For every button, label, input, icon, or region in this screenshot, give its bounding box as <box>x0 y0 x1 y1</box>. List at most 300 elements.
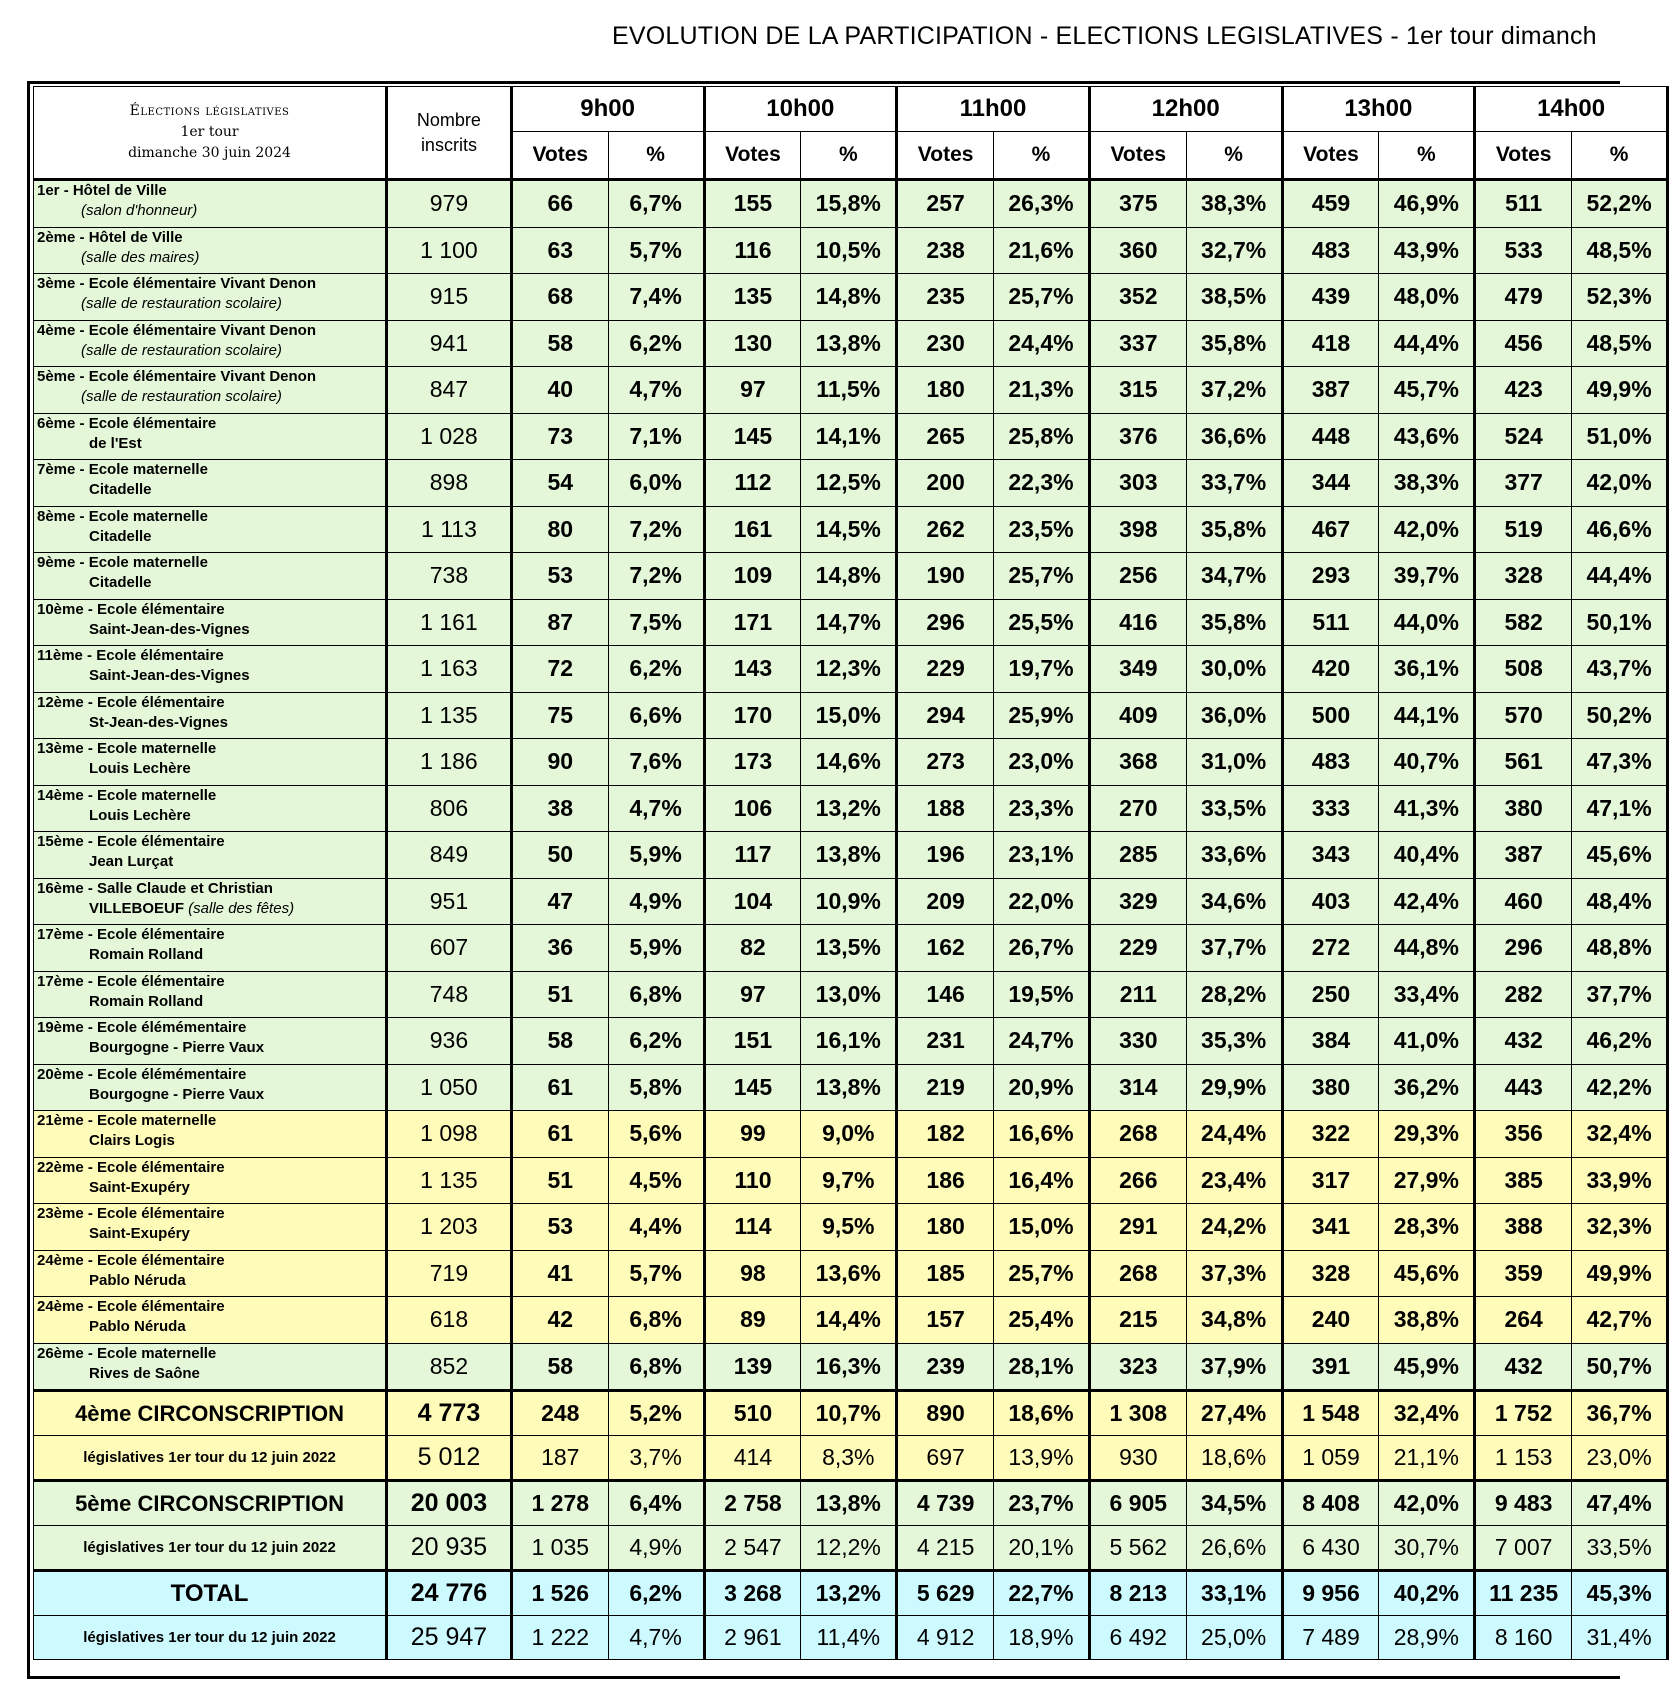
summary-votes-cell: 8 213 <box>1089 1571 1186 1616</box>
summary-votes-cell: 4 739 <box>897 1481 994 1526</box>
votes-cell: 47 <box>511 878 608 925</box>
votes-cell: 337 <box>1089 320 1186 367</box>
polling-station-number: 5ème - Ecole élémentaire Vivant Denon <box>37 368 317 385</box>
percent-cell: 15,0% <box>801 692 897 739</box>
polling-station-number: 17ème - Ecole élémentaire <box>37 926 225 943</box>
votes-cell: 89 <box>704 1297 801 1344</box>
votes-cell: 456 <box>1475 320 1572 367</box>
percent-cell: 16,1% <box>801 1018 897 1065</box>
polling-station-name <box>34 1157 387 1204</box>
polling-station-name <box>34 367 387 414</box>
table-row <box>34 227 1668 274</box>
summary-row <box>34 1436 1668 1481</box>
inscrits-header-line1: Nombre <box>416 109 481 130</box>
polling-station-number: 3ème - Ecole élémentaire Vivant Denon <box>37 275 317 292</box>
table-row <box>34 1064 1668 1111</box>
votes-cell: 296 <box>1475 925 1572 972</box>
percent-cell: 36,0% <box>1186 692 1282 739</box>
registered-voters: 1 113 <box>387 506 512 553</box>
percent-cell: 13,0% <box>801 971 897 1018</box>
polling-station-name <box>34 274 387 321</box>
participation-table-container <box>27 81 1652 1679</box>
percent-cell: 42,4% <box>1379 878 1475 925</box>
percent-cell: 23,3% <box>994 785 1090 832</box>
percent-cell: 14,8% <box>801 553 897 600</box>
votes-cell: 188 <box>897 785 994 832</box>
percent-cell: 50,7% <box>1572 1343 1668 1391</box>
votes-cell: 343 <box>1282 832 1379 879</box>
percent-cell: 35,3% <box>1186 1018 1282 1065</box>
percent-cell: 33,6% <box>1186 832 1282 879</box>
summary-percent-cell: 13,2% <box>801 1571 897 1616</box>
percent-cell: 5,8% <box>608 1064 704 1111</box>
votes-cell: 359 <box>1475 1250 1572 1297</box>
polling-station-name <box>34 971 387 1018</box>
summary-percent-cell: 23,0% <box>1572 1436 1668 1481</box>
hour-header-9h: 9h00 <box>511 87 704 132</box>
votes-cell: 519 <box>1475 506 1572 553</box>
percent-cell: 32,4% <box>1572 1111 1668 1158</box>
summary-votes-cell: 248 <box>511 1391 608 1436</box>
polling-station-location: Saint-Exupéry <box>89 1225 190 1242</box>
percent-cell: 48,4% <box>1572 878 1668 925</box>
registered-voters: 618 <box>387 1297 512 1344</box>
percent-cell: 22,3% <box>994 460 1090 507</box>
votes-cell: 511 <box>1475 180 1572 228</box>
votes-cell: 51 <box>511 1157 608 1204</box>
votes-cell: 303 <box>1089 460 1186 507</box>
polling-station-location: (salle de restauration scolaire) <box>81 388 282 405</box>
polling-station-name <box>34 739 387 786</box>
votes-cell: 58 <box>511 1343 608 1391</box>
votes-cell: 561 <box>1475 739 1572 786</box>
table-row <box>34 553 1668 600</box>
percent-cell: 24,2% <box>1186 1204 1282 1251</box>
votes-cell: 72 <box>511 646 608 693</box>
polling-station-name <box>34 1064 387 1111</box>
percent-cell: 11,5% <box>801 367 897 414</box>
votes-cell: 229 <box>1089 925 1186 972</box>
percent-cell: 40,4% <box>1379 832 1475 879</box>
votes-cell: 99 <box>704 1111 801 1158</box>
summary-registered-voters: 24 776 <box>387 1571 512 1616</box>
registered-voters: 719 <box>387 1250 512 1297</box>
percent-cell: 37,3% <box>1186 1250 1282 1297</box>
table-row <box>34 413 1668 460</box>
percent-cell: 42,0% <box>1379 506 1475 553</box>
table-row <box>34 971 1668 1018</box>
polling-station-number: 17ème - Ecole élémentaire <box>37 972 225 990</box>
polling-station-room: (salle des fêtes) <box>184 899 295 917</box>
polling-station-name <box>34 785 387 832</box>
votes-cell: 256 <box>1089 553 1186 600</box>
percent-cell: 47,1% <box>1572 785 1668 832</box>
votes-cell: 116 <box>704 227 801 274</box>
summary-percent-cell: 20,1% <box>994 1526 1090 1571</box>
votes-cell: 459 <box>1282 180 1379 228</box>
table-row <box>34 599 1668 646</box>
percent-cell: 7,5% <box>608 599 704 646</box>
polling-station-number: 15ème - Ecole élémentaire <box>37 833 225 850</box>
summary-votes-cell: 1 278 <box>511 1481 608 1526</box>
percent-cell: 6,7% <box>608 180 704 228</box>
summary-row <box>34 1481 1668 1526</box>
summary-row <box>34 1616 1668 1660</box>
registered-voters: 936 <box>387 1018 512 1065</box>
percent-cell: 49,9% <box>1572 367 1668 414</box>
summary-percent-cell: 5,2% <box>608 1391 704 1436</box>
votes-subheader: Votes <box>897 132 994 180</box>
hour-header-13h: 13h00 <box>1282 87 1475 132</box>
votes-cell: 235 <box>897 274 994 321</box>
votes-cell: 117 <box>704 832 801 879</box>
summary-label: TOTAL <box>34 1571 387 1616</box>
summary-votes-cell: 1 548 <box>1282 1391 1379 1436</box>
summary-percent-cell: 18,6% <box>1186 1436 1282 1481</box>
percent-cell: 14,8% <box>801 274 897 321</box>
votes-cell: 143 <box>704 646 801 693</box>
percent-cell: 27,9% <box>1379 1157 1475 1204</box>
table-row <box>34 832 1668 879</box>
votes-subheader: Votes <box>1475 132 1572 180</box>
polling-station-number: 8ème - Ecole maternelle <box>37 507 208 525</box>
votes-cell: 97 <box>704 367 801 414</box>
percent-cell: 35,8% <box>1186 599 1282 646</box>
polling-station-name <box>34 506 387 553</box>
votes-cell: 130 <box>704 320 801 367</box>
polling-station-name <box>34 320 387 367</box>
registered-voters: 849 <box>387 832 512 879</box>
summary-percent-cell: 40,2% <box>1379 1571 1475 1616</box>
summary-percent-cell: 33,1% <box>1186 1571 1282 1616</box>
polling-station-number: 10ème - Ecole élémentaire <box>37 600 225 618</box>
votes-cell: 250 <box>1282 971 1379 1018</box>
registered-voters: 915 <box>387 274 512 321</box>
percent-cell: 48,0% <box>1379 274 1475 321</box>
table-row <box>34 1250 1668 1297</box>
polling-station-location: Romain Rolland <box>89 946 204 963</box>
percent-cell: 4,7% <box>608 785 704 832</box>
votes-cell: 182 <box>897 1111 994 1158</box>
percent-cell: 32,3% <box>1572 1204 1668 1251</box>
summary-registered-voters: 20 003 <box>387 1481 512 1526</box>
participation-table <box>33 86 1669 1660</box>
table-row <box>34 367 1668 414</box>
votes-cell: 329 <box>1089 878 1186 925</box>
votes-cell: 145 <box>704 413 801 460</box>
summary-votes-cell: 1 035 <box>511 1526 608 1571</box>
polling-station-number: 26ème - Ecole maternelle <box>37 1344 217 1362</box>
percent-cell: 50,2% <box>1572 692 1668 739</box>
percent-cell: 13,8% <box>801 1064 897 1111</box>
percent-cell: 33,4% <box>1379 971 1475 1018</box>
percent-cell: 28,1% <box>994 1343 1090 1391</box>
summary-percent-cell: 22,7% <box>994 1571 1090 1616</box>
votes-cell: 467 <box>1282 506 1379 553</box>
votes-cell: 215 <box>1089 1297 1186 1344</box>
votes-cell: 161 <box>704 506 801 553</box>
votes-cell: 82 <box>704 925 801 972</box>
table-row <box>34 1111 1668 1158</box>
polling-station-number: 19ème - Ecole élémémentaire <box>37 1019 247 1036</box>
percent-cell: 45,6% <box>1572 832 1668 879</box>
votes-cell: 380 <box>1475 785 1572 832</box>
votes-cell: 344 <box>1282 460 1379 507</box>
polling-station-number: 16ème - Salle Claude et Christian <box>37 879 273 897</box>
summary-percent-cell: 18,6% <box>994 1391 1090 1436</box>
registered-voters: 806 <box>387 785 512 832</box>
percent-cell: 37,7% <box>1186 925 1282 972</box>
votes-cell: 53 <box>511 553 608 600</box>
percent-cell: 14,5% <box>801 506 897 553</box>
table-row <box>34 739 1668 786</box>
votes-cell: 53 <box>511 1204 608 1251</box>
votes-cell: 380 <box>1282 1064 1379 1111</box>
votes-cell: 349 <box>1089 646 1186 693</box>
votes-cell: 58 <box>511 320 608 367</box>
summary-votes-cell: 2 758 <box>704 1481 801 1526</box>
summary-votes-cell: 7 489 <box>1282 1616 1379 1660</box>
percent-cell: 25,7% <box>994 553 1090 600</box>
percent-cell: 29,9% <box>1186 1064 1282 1111</box>
summary-votes-cell: 11 235 <box>1475 1571 1572 1616</box>
summary-votes-cell: 1 153 <box>1475 1436 1572 1481</box>
summary-label: 5ème CIRCONSCRIPTION <box>34 1481 387 1526</box>
percent-cell: 6,8% <box>608 971 704 1018</box>
votes-cell: 98 <box>704 1250 801 1297</box>
percent-cell: 7,2% <box>608 506 704 553</box>
votes-cell: 352 <box>1089 274 1186 321</box>
summary-votes-cell: 8 408 <box>1282 1481 1379 1526</box>
registered-voters: 979 <box>387 180 512 228</box>
summary-percent-cell: 26,6% <box>1186 1526 1282 1571</box>
hour-header-14h: 14h00 <box>1475 87 1668 132</box>
votes-cell: 157 <box>897 1297 994 1344</box>
percent-cell: 48,8% <box>1572 925 1668 972</box>
percent-cell: 12,3% <box>801 646 897 693</box>
polling-station-number: 23ème - Ecole élémentaire <box>37 1205 225 1222</box>
polling-station-location: Citadelle <box>89 527 152 545</box>
percent-cell: 7,4% <box>608 274 704 321</box>
percent-cell: 47,3% <box>1572 739 1668 786</box>
table-row <box>34 785 1668 832</box>
percent-subheader: % <box>608 132 704 180</box>
summary-percent-cell: 45,3% <box>1572 1571 1668 1616</box>
percent-cell: 42,0% <box>1572 460 1668 507</box>
summary-percent-cell: 33,5% <box>1572 1526 1668 1571</box>
summary-percent-cell: 28,9% <box>1379 1616 1475 1660</box>
votes-cell: 479 <box>1475 274 1572 321</box>
votes-cell: 239 <box>897 1343 994 1391</box>
percent-cell: 37,7% <box>1572 971 1668 1018</box>
percent-cell: 6,8% <box>608 1297 704 1344</box>
percent-cell: 37,9% <box>1186 1343 1282 1391</box>
polling-station-number: 20ème - Ecole élémémentaire <box>37 1065 247 1083</box>
polling-station-location: Saint-Exupéry <box>89 1178 190 1196</box>
inscrits-header-line2: inscrits <box>420 134 477 155</box>
votes-cell: 266 <box>1089 1157 1186 1204</box>
table-row <box>34 646 1668 693</box>
votes-cell: 268 <box>1089 1111 1186 1158</box>
percent-cell: 25,9% <box>994 692 1090 739</box>
votes-cell: 151 <box>704 1018 801 1065</box>
polling-station-number: 6ème - Ecole élémentaire <box>37 414 217 432</box>
summary-votes-cell: 890 <box>897 1391 994 1436</box>
votes-cell: 265 <box>897 413 994 460</box>
votes-cell: 376 <box>1089 413 1186 460</box>
summary-row <box>34 1526 1668 1571</box>
percent-cell: 24,7% <box>994 1018 1090 1065</box>
polling-station-name <box>34 878 387 925</box>
polling-station-location: (salle de restauration scolaire) <box>81 295 282 312</box>
percent-cell: 34,6% <box>1186 878 1282 925</box>
table-row <box>34 1297 1668 1344</box>
votes-cell: 87 <box>511 599 608 646</box>
votes-cell: 61 <box>511 1064 608 1111</box>
percent-cell: 46,2% <box>1572 1018 1668 1065</box>
votes-cell: 231 <box>897 1018 994 1065</box>
votes-cell: 58 <box>511 1018 608 1065</box>
polling-station-number: 13ème - Ecole maternelle <box>37 740 217 757</box>
summary-votes-cell: 1 752 <box>1475 1391 1572 1436</box>
percent-cell: 22,0% <box>994 878 1090 925</box>
votes-cell: 170 <box>704 692 801 739</box>
votes-cell: 36 <box>511 925 608 972</box>
polling-station-location: Clairs Logis <box>89 1132 175 1149</box>
percent-cell: 13,2% <box>801 785 897 832</box>
percent-cell: 5,7% <box>608 1250 704 1297</box>
table-row <box>34 1018 1668 1065</box>
percent-cell: 44,1% <box>1379 692 1475 739</box>
percent-cell: 34,7% <box>1186 553 1282 600</box>
percent-cell: 12,5% <box>801 460 897 507</box>
summary-percent-cell: 13,9% <box>994 1436 1090 1481</box>
polling-station-number: 22ème - Ecole élémentaire <box>37 1158 225 1176</box>
summary-votes-cell: 697 <box>897 1436 994 1481</box>
percent-cell: 40,7% <box>1379 739 1475 786</box>
percent-cell: 26,7% <box>994 925 1090 972</box>
registered-voters: 1 203 <box>387 1204 512 1251</box>
table-row <box>34 460 1668 507</box>
percent-cell: 24,4% <box>1186 1111 1282 1158</box>
percent-cell: 41,0% <box>1379 1018 1475 1065</box>
polling-station-name <box>34 646 387 693</box>
summary-votes-cell: 6 430 <box>1282 1526 1379 1571</box>
percent-cell: 5,9% <box>608 832 704 879</box>
table-row <box>34 692 1668 739</box>
votes-cell: 146 <box>897 971 994 1018</box>
votes-cell: 570 <box>1475 692 1572 739</box>
percent-cell: 41,3% <box>1379 785 1475 832</box>
percent-cell: 19,7% <box>994 646 1090 693</box>
votes-cell: 387 <box>1282 367 1379 414</box>
polling-station-name <box>34 1250 387 1297</box>
votes-cell: 375 <box>1089 180 1186 228</box>
summary-votes-cell: 5 629 <box>897 1571 994 1616</box>
polling-station-number: 24ème - Ecole élémentaire <box>37 1298 225 1315</box>
votes-cell: 323 <box>1089 1343 1186 1391</box>
percent-cell: 28,2% <box>1186 971 1282 1018</box>
percent-cell: 43,6% <box>1379 413 1475 460</box>
summary-votes-cell: 5 562 <box>1089 1526 1186 1571</box>
percent-cell: 43,9% <box>1379 227 1475 274</box>
percent-cell: 48,5% <box>1572 320 1668 367</box>
votes-cell: 293 <box>1282 553 1379 600</box>
percent-cell: 36,2% <box>1379 1064 1475 1111</box>
votes-cell: 185 <box>897 1250 994 1297</box>
summary-percent-cell: 21,1% <box>1379 1436 1475 1481</box>
votes-cell: 42 <box>511 1297 608 1344</box>
votes-cell: 262 <box>897 506 994 553</box>
votes-subheader: Votes <box>704 132 801 180</box>
percent-cell: 7,2% <box>608 553 704 600</box>
percent-cell: 9,0% <box>801 1111 897 1158</box>
percent-cell: 4,4% <box>608 1204 704 1251</box>
votes-cell: 145 <box>704 1064 801 1111</box>
summary-percent-cell: 42,0% <box>1379 1481 1475 1526</box>
percent-cell: 25,4% <box>994 1297 1090 1344</box>
percent-cell: 16,6% <box>994 1111 1090 1158</box>
votes-cell: 423 <box>1475 367 1572 414</box>
summary-votes-cell: 510 <box>704 1391 801 1436</box>
votes-cell: 104 <box>704 878 801 925</box>
votes-cell: 270 <box>1089 785 1186 832</box>
votes-cell: 533 <box>1475 227 1572 274</box>
summary-percent-cell: 4,9% <box>608 1526 704 1571</box>
votes-cell: 66 <box>511 180 608 228</box>
votes-cell: 106 <box>704 785 801 832</box>
election-title-line2: 1er tour <box>180 124 239 140</box>
percent-cell: 15,0% <box>994 1204 1090 1251</box>
percent-cell: 33,5% <box>1186 785 1282 832</box>
table-row <box>34 925 1668 972</box>
registered-voters: 1 098 <box>387 1111 512 1158</box>
percent-cell: 44,0% <box>1379 599 1475 646</box>
percent-cell: 36,6% <box>1186 413 1282 460</box>
percent-cell: 46,6% <box>1572 506 1668 553</box>
percent-cell: 25,7% <box>994 274 1090 321</box>
percent-cell: 5,6% <box>608 1111 704 1158</box>
percent-cell: 50,1% <box>1572 599 1668 646</box>
percent-cell: 43,7% <box>1572 646 1668 693</box>
percent-cell: 49,9% <box>1572 1250 1668 1297</box>
votes-cell: 41 <box>511 1250 608 1297</box>
votes-cell: 314 <box>1089 1064 1186 1111</box>
votes-cell: 439 <box>1282 274 1379 321</box>
polling-station-location: St-Jean-des-Vignes <box>89 713 228 731</box>
summary-percent-cell: 23,7% <box>994 1481 1090 1526</box>
summary-label: 4ème CIRCONSCRIPTION <box>34 1391 387 1436</box>
percent-cell: 29,3% <box>1379 1111 1475 1158</box>
percent-cell: 21,6% <box>994 227 1090 274</box>
page-title: EVOLUTION DE LA PARTICIPATION - ELECTIONS LEGISLATIVES - 1er tour dimanch <box>612 22 1597 50</box>
votes-cell: 384 <box>1282 1018 1379 1065</box>
summary-votes-cell: 6 905 <box>1089 1481 1186 1526</box>
percent-cell: 31,0% <box>1186 739 1282 786</box>
percent-cell: 7,1% <box>608 413 704 460</box>
registered-voters: 738 <box>387 553 512 600</box>
votes-subheader: Votes <box>511 132 608 180</box>
registered-voters: 852 <box>387 1343 512 1391</box>
registered-voters: 1 050 <box>387 1064 512 1111</box>
registered-voters: 1 100 <box>387 227 512 274</box>
summary-percent-cell: 10,7% <box>801 1391 897 1436</box>
votes-cell: 186 <box>897 1157 994 1204</box>
percent-cell: 6,2% <box>608 320 704 367</box>
votes-cell: 135 <box>704 274 801 321</box>
percent-cell: 39,7% <box>1379 553 1475 600</box>
hour-header-11h: 11h00 <box>897 87 1090 132</box>
